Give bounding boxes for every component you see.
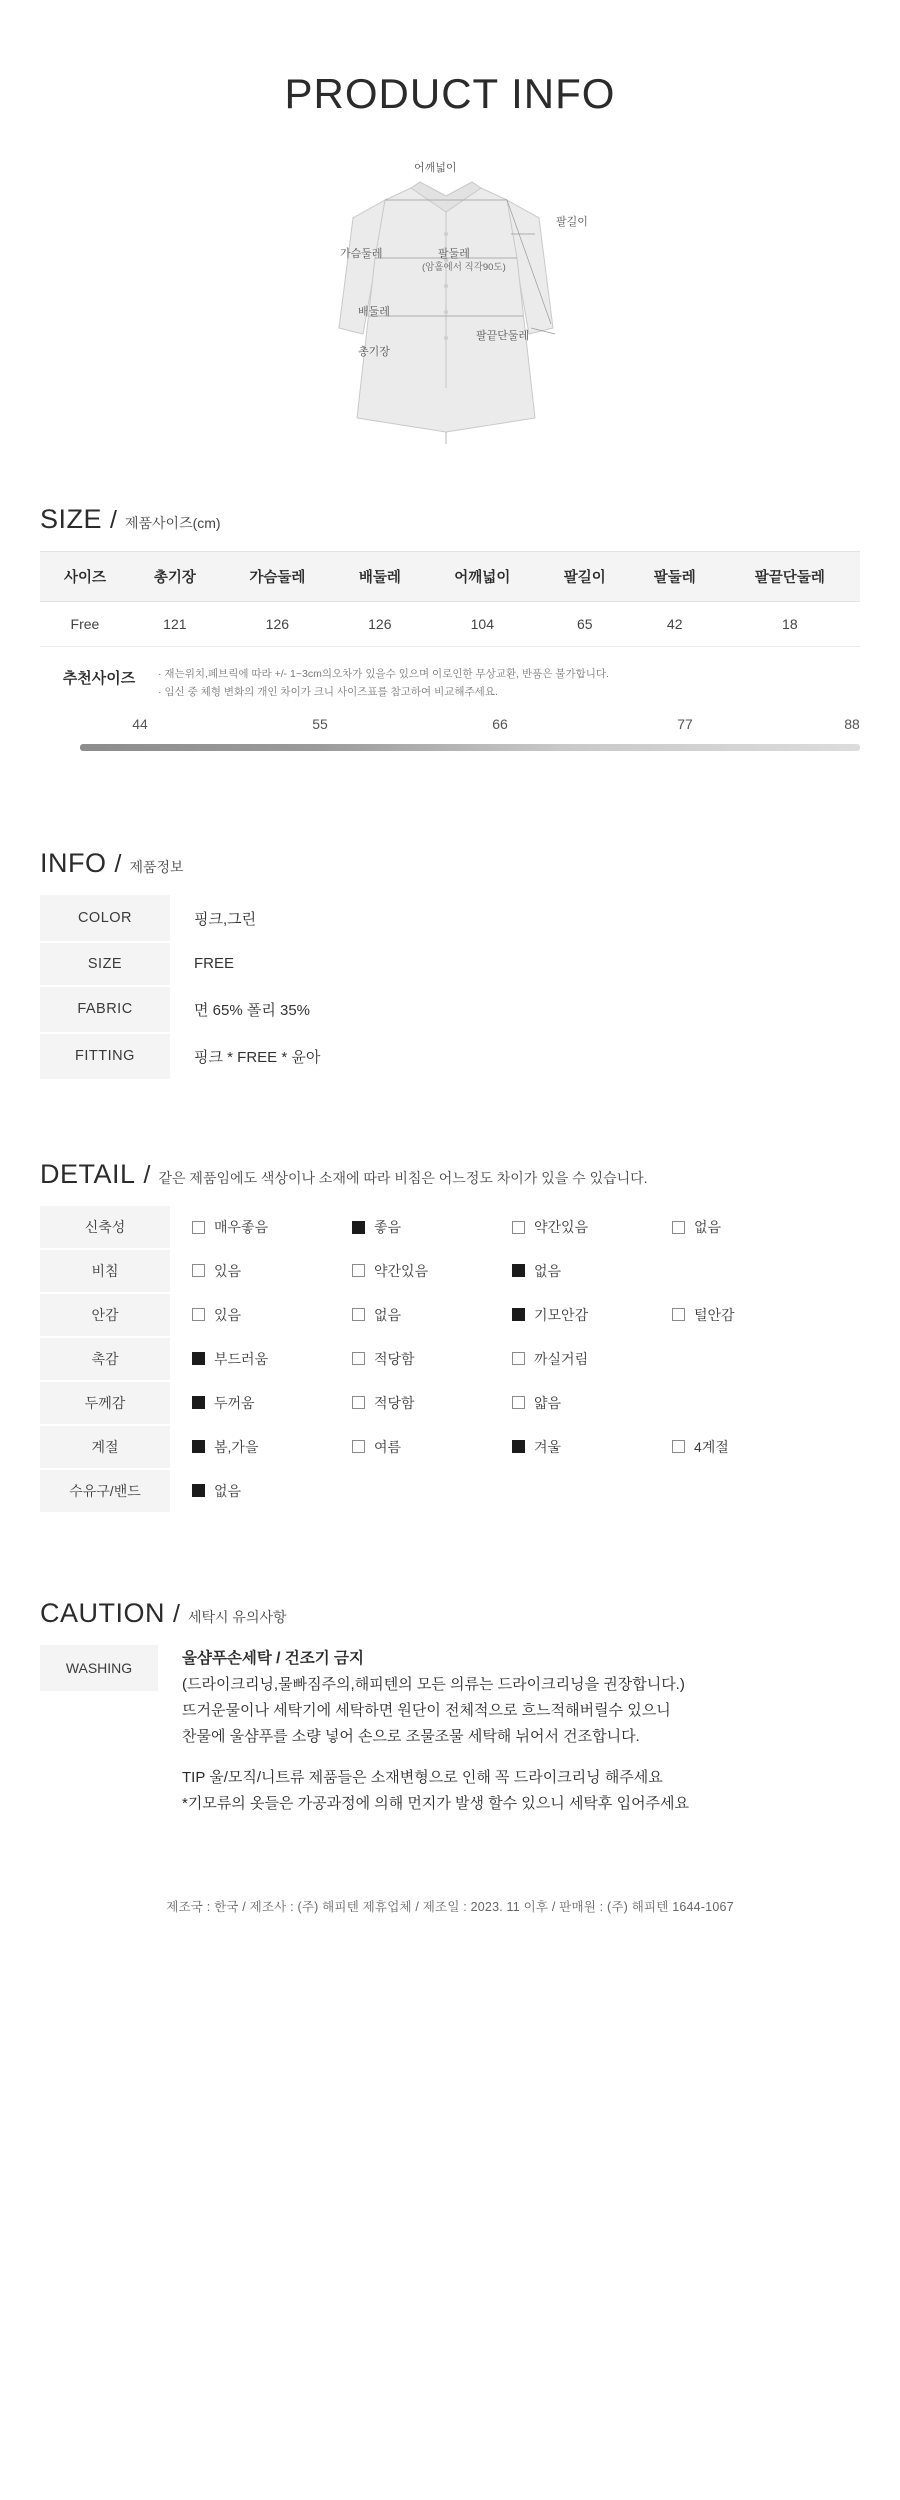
washing-body xyxy=(158,1645,689,1817)
detail-option-label: 봄,가을 xyxy=(214,1438,259,1455)
page-title: PRODUCT INFO xyxy=(284,70,616,117)
checkbox-icon[interactable] xyxy=(352,1440,365,1453)
checkbox-icon[interactable] xyxy=(352,1221,365,1234)
info-heading-main: INFO xyxy=(40,847,107,878)
detail-option-label: 겨울 xyxy=(534,1438,562,1455)
checkbox-icon[interactable] xyxy=(512,1308,525,1321)
info-value: 면 65% 폴리 35% xyxy=(194,1001,311,1019)
detail-option-label: 약간있음 xyxy=(374,1262,429,1279)
detail-heading-slash: / xyxy=(143,1160,151,1189)
detail-option-label: 적당함 xyxy=(374,1394,415,1411)
detail-section xyxy=(40,1159,860,1514)
footer-manufacturer-info: 제조국 : 한국 / 제조사 : (주) 해피텐 제휴업체 / 제조일 : 2023. 11 이후 / 판매원 : (주) 해피텐 1644-1067 xyxy=(166,1900,734,1915)
size-cell: 42 xyxy=(630,602,720,647)
info-label: SIZE xyxy=(40,942,170,986)
size-heading-sub: 제품사이즈(cm) xyxy=(124,515,221,531)
washing-title: 울샴푸손세탁 / 건조기 금지 xyxy=(182,1649,364,1667)
detail-option-label: 4계절 xyxy=(694,1438,729,1455)
size-section xyxy=(40,504,860,762)
detail-option-label: 부드러움 xyxy=(214,1350,269,1367)
table-row xyxy=(40,942,860,986)
detail-heading xyxy=(40,1159,860,1190)
garment-illustration xyxy=(235,138,665,468)
washing-tip: TIP 울/모직/니트류 제품들은 소재변형으로 인해 꼭 드라이크리닝 해주세요 xyxy=(182,1768,663,1786)
table-row xyxy=(40,1249,860,1293)
detail-option[interactable] xyxy=(512,1437,672,1457)
size-col-header: 총기장 xyxy=(130,552,220,602)
table-row xyxy=(40,1469,860,1513)
detail-heading-sub: 같은 제품임에도 색상이나 소재에 따라 비침은 어느정도 차이가 있을 수 있습니다. xyxy=(158,1169,648,1186)
detail-option[interactable] xyxy=(512,1261,672,1281)
recommend-note: · 임신 중 체형 변화의 개인 차이가 크니 사이즈표를 참고하여 비교해주세요. xyxy=(158,686,498,699)
detail-option[interactable] xyxy=(512,1305,672,1325)
detail-option-label: 여름 xyxy=(374,1438,402,1455)
checkbox-icon[interactable] xyxy=(192,1352,205,1365)
recommend-size-label: 추천사이즈 xyxy=(62,670,136,687)
detail-label: 신축성 xyxy=(40,1206,170,1249)
checkbox-icon[interactable] xyxy=(352,1352,365,1365)
detail-option[interactable] xyxy=(672,1305,832,1325)
detail-option[interactable] xyxy=(512,1349,672,1369)
detail-options-cell xyxy=(170,1425,860,1469)
detail-option-label: 없음 xyxy=(374,1306,402,1323)
scale-tick: 66 xyxy=(492,715,508,732)
table-row xyxy=(40,602,860,647)
detail-options-cell xyxy=(170,1293,860,1337)
diagram-label-total-length: 총기장 xyxy=(358,346,390,358)
detail-options xyxy=(192,1349,860,1369)
detail-table xyxy=(40,1206,860,1514)
checkbox-icon[interactable] xyxy=(672,1221,685,1234)
detail-option-label: 얇음 xyxy=(534,1394,562,1411)
detail-option-label: 약간있음 xyxy=(534,1219,589,1236)
checkbox-icon[interactable] xyxy=(512,1221,525,1234)
detail-option[interactable] xyxy=(352,1349,512,1369)
detail-options-cell xyxy=(170,1337,860,1381)
washing-line: 뜨거운물이나 세탁기에 세탁하면 원단이 전체적으로 흐느적해버릴수 있으니 xyxy=(182,1702,671,1720)
detail-option[interactable] xyxy=(352,1261,512,1281)
checkbox-icon[interactable] xyxy=(512,1396,525,1409)
detail-option-label: 없음 xyxy=(694,1219,722,1236)
washing-row xyxy=(40,1645,860,1817)
size-cell: 126 xyxy=(335,602,425,647)
checkbox-icon[interactable] xyxy=(352,1396,365,1409)
detail-label: 수유구/밴드 xyxy=(40,1469,170,1513)
diagram-label-cuff: 팔끝단둘레 xyxy=(476,330,530,342)
detail-option-label: 매우좋음 xyxy=(214,1219,269,1236)
checkbox-icon[interactable] xyxy=(672,1440,685,1453)
detail-option[interactable] xyxy=(512,1217,672,1237)
checkbox-icon[interactable] xyxy=(192,1308,205,1321)
detail-label: 안감 xyxy=(40,1293,170,1337)
table-row xyxy=(40,1337,860,1381)
detail-options-cell xyxy=(170,1381,860,1425)
info-heading-sub: 제품정보 xyxy=(129,858,184,875)
checkbox-icon[interactable] xyxy=(352,1264,365,1277)
diagram-label-arm-hole-note: (암홀에서 직각90도) xyxy=(422,262,506,273)
detail-option[interactable] xyxy=(192,1481,352,1501)
detail-option-label: 털안감 xyxy=(694,1306,735,1323)
detail-option[interactable] xyxy=(192,1437,352,1457)
table-row xyxy=(40,1206,860,1249)
table-row xyxy=(40,1293,860,1337)
detail-options xyxy=(192,1217,860,1237)
table-row xyxy=(40,1033,860,1080)
size-col-header: 팔길이 xyxy=(540,552,630,602)
detail-option-label: 없음 xyxy=(534,1262,562,1279)
detail-option[interactable] xyxy=(352,1305,512,1325)
detail-options xyxy=(192,1481,860,1501)
detail-option-label: 까실거림 xyxy=(534,1350,589,1367)
table-row xyxy=(40,1425,860,1469)
size-heading xyxy=(40,504,860,535)
checkbox-icon[interactable] xyxy=(192,1264,205,1277)
caution-heading-main: CAUTION xyxy=(40,1597,165,1628)
diagram-label-waist: 배둘레 xyxy=(358,306,390,318)
table-row xyxy=(40,895,860,942)
info-section xyxy=(40,848,860,1081)
washing-line: 찬물에 울샴푸를 소량 넣어 손으로 조물조물 세탁해 뉘어서 건조합니다. xyxy=(182,1728,640,1746)
info-heading-slash: / xyxy=(114,849,122,878)
detail-option[interactable] xyxy=(192,1261,352,1281)
detail-options xyxy=(192,1261,860,1281)
scale-tick: 88 xyxy=(844,715,860,732)
size-col-header: 어깨넓이 xyxy=(425,552,540,602)
size-scale-ticks xyxy=(40,716,860,738)
info-value: FREE xyxy=(194,955,235,973)
detail-option[interactable] xyxy=(672,1217,832,1237)
detail-option[interactable] xyxy=(352,1437,512,1457)
detail-option[interactable] xyxy=(192,1393,352,1413)
checkbox-icon[interactable] xyxy=(672,1308,685,1321)
detail-option-label: 좋음 xyxy=(374,1219,402,1236)
detail-option[interactable] xyxy=(192,1217,352,1237)
size-heading-main: SIZE xyxy=(40,504,103,534)
size-col-header: 팔끝단둘레 xyxy=(720,552,860,602)
washing-label: WASHING xyxy=(40,1645,158,1691)
detail-options xyxy=(192,1393,860,1413)
info-heading xyxy=(40,848,860,879)
scale-tick: 44 xyxy=(132,715,148,732)
size-scale xyxy=(40,716,860,762)
washing-line: (드라이크리닝,물빠짐주의,해피텐의 모든 의류는 드라이크리닝을 권장합니다.) xyxy=(182,1675,685,1693)
caution-heading xyxy=(40,1598,860,1629)
diagram-label-shoulder: 어깨넓이 xyxy=(414,162,457,174)
diagram-label-arm-hole: 팔둘레 xyxy=(438,248,470,260)
info-value: 핑크 * FREE * 윤아 xyxy=(194,1048,321,1066)
size-col-header: 배둘레 xyxy=(335,552,425,602)
detail-option-label: 적당함 xyxy=(374,1350,415,1367)
size-cell: 18 xyxy=(720,602,860,647)
checkbox-icon[interactable] xyxy=(192,1396,205,1409)
size-cell: 121 xyxy=(130,602,220,647)
size-table-header-row xyxy=(40,552,860,602)
detail-option-label: 있음 xyxy=(214,1306,242,1323)
detail-label: 촉감 xyxy=(40,1337,170,1381)
recommend-size-notes xyxy=(158,665,609,702)
info-label: FITTING xyxy=(40,1033,170,1080)
size-cell: Free xyxy=(40,602,130,647)
checkbox-icon[interactable] xyxy=(192,1440,205,1453)
size-cell: 126 xyxy=(220,602,335,647)
checkbox-icon[interactable] xyxy=(512,1440,525,1453)
detail-option-label: 기모안감 xyxy=(534,1306,589,1323)
detail-options-cell xyxy=(170,1206,860,1249)
caution-heading-sub: 세탁시 유의사항 xyxy=(187,1608,287,1625)
checkbox-icon[interactable] xyxy=(352,1308,365,1321)
detail-options xyxy=(192,1305,860,1325)
checkbox-icon[interactable] xyxy=(512,1352,525,1365)
size-scale-bar xyxy=(80,744,860,751)
scale-tick: 55 xyxy=(312,715,328,732)
caution-section xyxy=(40,1598,860,1817)
size-heading-slash: / xyxy=(110,506,117,534)
size-cell: 65 xyxy=(540,602,630,647)
detail-options xyxy=(192,1437,860,1457)
detail-option[interactable] xyxy=(512,1393,672,1413)
detail-option-label: 두꺼움 xyxy=(214,1394,255,1411)
detail-label: 두께감 xyxy=(40,1381,170,1425)
table-row xyxy=(40,986,860,1033)
size-col-header: 가슴둘레 xyxy=(220,552,335,602)
detail-option[interactable] xyxy=(672,1437,832,1457)
size-col-header: 팔둘레 xyxy=(630,552,720,602)
detail-options-cell xyxy=(170,1249,860,1293)
detail-option[interactable] xyxy=(192,1349,352,1369)
detail-label: 비침 xyxy=(40,1249,170,1293)
recommend-size-row xyxy=(40,665,860,702)
detail-options-cell xyxy=(170,1469,860,1513)
caution-heading-slash: / xyxy=(173,1599,180,1628)
size-col-header: 사이즈 xyxy=(40,552,130,602)
size-cell: 104 xyxy=(425,602,540,647)
detail-heading-main: DETAIL xyxy=(40,1158,136,1189)
checkbox-icon[interactable] xyxy=(192,1221,205,1234)
checkbox-icon[interactable] xyxy=(512,1264,525,1277)
detail-option-label: 없음 xyxy=(214,1482,242,1499)
info-label: FABRIC xyxy=(40,986,170,1033)
detail-label: 계절 xyxy=(40,1425,170,1469)
table-row xyxy=(40,1381,860,1425)
detail-option[interactable] xyxy=(352,1217,512,1237)
detail-option[interactable] xyxy=(352,1393,512,1413)
info-label: COLOR xyxy=(40,895,170,942)
detail-option-label: 있음 xyxy=(214,1262,242,1279)
info-value: 핑크,그린 xyxy=(194,910,257,928)
recommend-note: · 재는위치,페브릭에 따라 +/- 1~3cm의오차가 있을수 있으며 이로인한 무상교환, 반품은 불가합니다. xyxy=(158,668,609,680)
measurement-diagram xyxy=(40,138,860,478)
detail-option[interactable] xyxy=(192,1305,352,1325)
diagram-label-chest: 가슴둘레 xyxy=(340,248,383,260)
washing-tip: *기모류의 옷들은 가공과정에 의해 먼지가 발생 할수 있으니 세탁후 입어주세요 xyxy=(182,1794,690,1812)
info-table xyxy=(40,895,860,1081)
size-table xyxy=(40,551,860,647)
scale-tick: 77 xyxy=(677,715,693,732)
checkbox-icon[interactable] xyxy=(192,1484,205,1497)
diagram-label-sleeve-length: 팔길이 xyxy=(556,216,588,228)
